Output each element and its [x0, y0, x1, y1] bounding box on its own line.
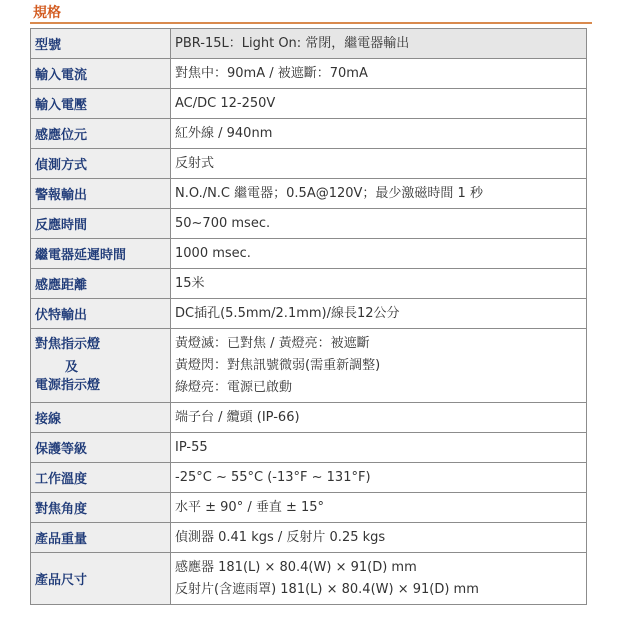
spec-label: 工作溫度: [31, 463, 171, 493]
spec-value: 紅外線 / 940nm: [171, 119, 587, 149]
title-divider: [30, 22, 592, 24]
spec-value: N.O./N.C 繼電器；0.5A@120V；最少激磁時間 1 秒: [171, 179, 587, 209]
spec-row-temperature: [31, 463, 587, 493]
spec-value: [171, 553, 587, 605]
spec-value: 端子台 / 纜頭 (IP-66): [171, 403, 587, 433]
spec-label: 繼電器延遲時間: [31, 239, 171, 269]
spec-value: 50~700 msec.: [171, 209, 587, 239]
spec-value-line: 黃燈滅：已對焦 / 黃燈亮：被遮斷: [175, 335, 370, 351]
spec-value: DC插孔(5.5mm/2.1mm)/線長12公分: [171, 299, 587, 329]
spec-row-wiring: [31, 403, 587, 433]
spec-label-line: 對焦指示燈: [35, 337, 101, 352]
spec-label: 輸入電流: [31, 59, 171, 89]
spec-row-dimensions: [31, 553, 587, 605]
spec-label: 保護等級: [31, 433, 171, 463]
spec-row-input-voltage: [31, 89, 587, 119]
spec-label: 警報輸出: [31, 179, 171, 209]
spec-label: 反應時間: [31, 209, 171, 239]
spec-value: 水平 ± 90° / 垂直 ± 15°: [171, 493, 587, 523]
spec-label: 對焦角度: [31, 493, 171, 523]
spec-value: [171, 329, 587, 403]
spec-row-response-time: [31, 209, 587, 239]
spec-row-indicators: [31, 329, 587, 403]
spec-row-voltage-output: [31, 299, 587, 329]
spec-row-range: [31, 269, 587, 299]
spec-value: PBR-15L：Light On: 常閉，繼電器輸出: [171, 29, 587, 59]
spec-value: IP-55: [171, 433, 587, 463]
spec-row-model: [31, 29, 587, 59]
spec-value: 反射式: [171, 149, 587, 179]
spec-table-body: [31, 29, 587, 605]
spec-table: [30, 28, 587, 605]
spec-label-line: 電源指示燈: [35, 378, 101, 393]
spec-label: 伏特輸出: [31, 299, 171, 329]
spec-label: 型號: [31, 29, 171, 59]
spec-row-weight: [31, 523, 587, 553]
spec-value: 對焦中：90mA / 被遮斷：70mA: [171, 59, 587, 89]
spec-row-sensor: [31, 119, 587, 149]
spec-label: 偵測方式: [31, 149, 171, 179]
spec-label: 輸入電壓: [31, 89, 171, 119]
spec-row-protection: [31, 433, 587, 463]
spec-value-line: 黃燈閃：對焦訊號微弱(需重新調整): [175, 357, 381, 373]
spec-row-detection: [31, 149, 587, 179]
section-title: 規格: [33, 5, 61, 21]
spec-label: 感應距離: [31, 269, 171, 299]
spec-value: 偵測器 0.41 kgs / 反射片 0.25 kgs: [171, 523, 587, 553]
spec-row-angle: [31, 493, 587, 523]
spec-label: 接線: [31, 403, 171, 433]
spec-value: -25°C ~ 55°C (-13°F ~ 131°F): [171, 463, 587, 493]
spec-value-line: 感應器 181(L) × 80.4(W) × 91(D) mm: [175, 559, 417, 575]
spec-value: 15米: [171, 269, 587, 299]
spec-row-relay-delay: [31, 239, 587, 269]
spec-label: 產品尺寸: [31, 553, 171, 605]
spec-value-line: 綠燈亮：電源已啟動: [175, 379, 293, 395]
spec-row-alarm-output: [31, 179, 587, 209]
spec-label: 產品重量: [31, 523, 171, 553]
spec-label: [31, 329, 171, 403]
spec-value-line: 反射片(含遮雨罩) 181(L) × 80.4(W) × 91(D) mm: [175, 581, 479, 597]
spec-value: AC/DC 12-250V: [171, 89, 587, 119]
spec-label: 感應位元: [31, 119, 171, 149]
spec-row-input-current: [31, 59, 587, 89]
spec-value: 1000 msec.: [171, 239, 587, 269]
spec-label-line: 及: [65, 360, 79, 375]
